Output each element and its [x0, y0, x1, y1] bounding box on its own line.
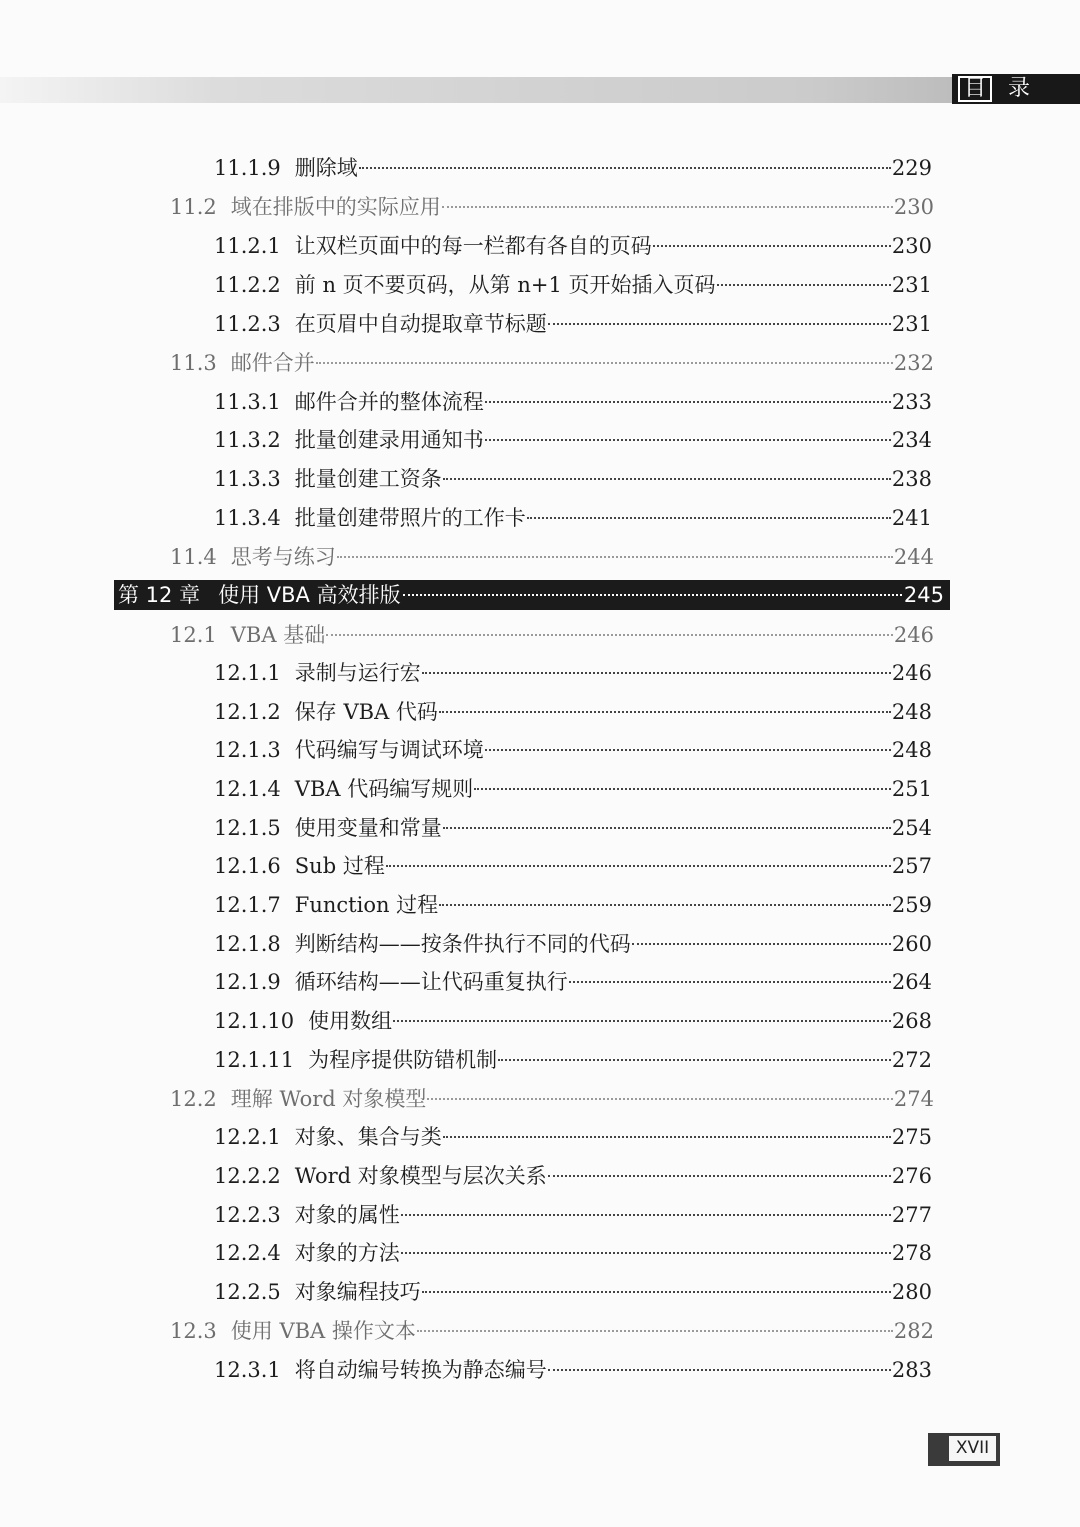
- entry-title: 将自动编号转换为静态编号: [294, 1358, 547, 1382]
- entry-title: Word 对象模型与层次关系: [294, 1164, 547, 1188]
- toc-section[interactable]: [170, 1080, 934, 1118]
- entry-page: 260: [891, 932, 932, 956]
- dot-leader: [443, 827, 891, 829]
- entry-title: 使用变量和常量: [294, 816, 442, 840]
- toc-section[interactable]: [170, 1312, 934, 1350]
- entry-number: 12.1.2: [214, 700, 281, 724]
- entry-page: 230: [893, 195, 934, 219]
- entry-title: 录制与运行宏: [294, 661, 421, 685]
- dot-leader: [326, 634, 893, 636]
- entry-title: 思考与练习: [230, 545, 336, 569]
- entry-title: 理解 Word 对象模型: [230, 1087, 427, 1111]
- toc-entry[interactable]: [214, 886, 932, 924]
- section-header: [952, 74, 1080, 104]
- entry-page: 275: [891, 1125, 932, 1149]
- entry-number: 12.1.9: [214, 970, 281, 994]
- header-band: [0, 77, 1080, 103]
- entry-page: 246: [893, 623, 934, 647]
- toc-entry[interactable]: [214, 731, 932, 769]
- entry-number: 11.3: [170, 351, 217, 375]
- entry-title: 代码编写与调试环境: [294, 738, 484, 762]
- dot-leader: [548, 1369, 891, 1371]
- dot-leader: [386, 865, 891, 867]
- toc-entry[interactable]: [214, 1196, 932, 1234]
- entry-page: 241: [891, 506, 932, 530]
- entry-number: 12.2.2: [214, 1164, 281, 1188]
- entry-title: 对象的属性: [294, 1203, 400, 1227]
- toc-entry[interactable]: [214, 1041, 932, 1079]
- entry-number: 12.1.4: [214, 777, 281, 801]
- entry-page: 251: [891, 777, 932, 801]
- entry-title: 使用 VBA 操作文本: [230, 1319, 416, 1343]
- dot-leader: [443, 478, 891, 480]
- toc-entry[interactable]: [214, 693, 932, 731]
- dot-leader: [653, 245, 891, 247]
- dot-leader: [401, 1252, 891, 1254]
- entry-number: 12.2.1: [214, 1125, 281, 1149]
- entry-number: 11.2.3: [214, 312, 281, 336]
- chapter-title: 使用 VBA 高效排版: [218, 583, 401, 607]
- dot-leader: [316, 362, 893, 364]
- entry-page: 233: [891, 390, 932, 414]
- page-number-box: [928, 1433, 1000, 1466]
- entry-page: 244: [893, 545, 934, 569]
- entry-title: 邮件合并: [230, 351, 315, 375]
- toc-entry[interactable]: [214, 654, 932, 692]
- entry-number: 11.3.2: [214, 428, 281, 452]
- page-number: XVII: [948, 1435, 997, 1462]
- dot-leader: [417, 1330, 893, 1332]
- entry-page: 257: [891, 854, 932, 878]
- entry-page: 259: [891, 893, 932, 917]
- entry-number: 12.1.7: [214, 893, 281, 917]
- entry-title: 让双栏页面中的每一栏都有各自的页码: [294, 234, 652, 258]
- dot-leader: [474, 788, 891, 790]
- dot-leader: [485, 401, 891, 403]
- toc-entry[interactable]: [214, 1351, 932, 1389]
- entry-page: 231: [891, 273, 932, 297]
- toc-entry[interactable]: [214, 1157, 932, 1195]
- entry-number: 11.1.9: [214, 156, 281, 180]
- toc-entry[interactable]: [214, 383, 932, 421]
- entry-title: 邮件合并的整体流程: [294, 390, 484, 414]
- entry-page: 246: [891, 661, 932, 685]
- entry-page: 264: [891, 970, 932, 994]
- entry-page: 276: [891, 1164, 932, 1188]
- entry-page: 232: [893, 351, 934, 375]
- entry-number: 11.4: [170, 545, 217, 569]
- entry-title: 前 n 页不要页码，从第 n+1 页开始插入页码: [294, 273, 716, 297]
- dot-leader: [498, 1059, 891, 1061]
- dot-leader: [427, 1098, 893, 1100]
- entry-number: 12.1.10: [214, 1009, 295, 1033]
- entry-title: 对象的方法: [294, 1241, 400, 1265]
- entry-title: 循环结构——让代码重复执行: [294, 970, 568, 994]
- chapter-page: 245: [903, 583, 944, 607]
- toc-entry[interactable]: [214, 925, 932, 963]
- toc-section[interactable]: [170, 538, 934, 576]
- toc-entry[interactable]: [214, 266, 932, 304]
- entry-number: 12.1.1: [214, 661, 281, 685]
- dot-leader: [548, 1175, 891, 1177]
- toc-entry[interactable]: [214, 460, 932, 498]
- entry-title: 删除域: [294, 156, 358, 180]
- entry-title: 使用数组: [308, 1009, 393, 1033]
- entry-number: 12.1.6: [214, 854, 281, 878]
- entry-number: 12.1: [170, 623, 217, 647]
- entry-page: 283: [891, 1358, 932, 1382]
- entry-number: 12.2.5: [214, 1280, 281, 1304]
- entry-title: VBA 基础: [230, 623, 326, 647]
- entry-title: 为程序提供防错机制: [308, 1048, 498, 1072]
- entry-page: 272: [891, 1048, 932, 1072]
- dot-leader: [485, 439, 891, 441]
- toc-entry[interactable]: [214, 770, 932, 808]
- entry-page: 280: [891, 1280, 932, 1304]
- dot-leader: [443, 1136, 891, 1138]
- dot-leader: [548, 323, 891, 325]
- dot-leader: [439, 711, 891, 713]
- toc-section[interactable]: [170, 616, 934, 654]
- entry-number: 11.2: [170, 195, 217, 219]
- entry-number: 12.1.5: [214, 816, 281, 840]
- entry-number: 11.3.4: [214, 506, 281, 530]
- toc-entry[interactable]: [214, 421, 932, 459]
- entry-page: 234: [891, 428, 932, 452]
- entry-page: 274: [893, 1087, 934, 1111]
- dot-leader: [717, 284, 891, 286]
- toc-entry[interactable]: [214, 1234, 932, 1272]
- entry-title: 批量创建带照片的工作卡: [294, 506, 526, 530]
- entry-number: 12.1.3: [214, 738, 281, 762]
- entry-number: 12.2.3: [214, 1203, 281, 1227]
- entry-title: 批量创建录用通知书: [294, 428, 484, 452]
- entry-number: 11.2.1: [214, 234, 281, 258]
- dot-leader: [422, 1291, 891, 1293]
- entry-number: 12.1.8: [214, 932, 281, 956]
- entry-title: 对象编程技巧: [294, 1280, 421, 1304]
- toc-entry[interactable]: [214, 227, 932, 265]
- entry-number: 12.1.11: [214, 1048, 295, 1072]
- entry-title: 对象、集合与类: [294, 1125, 442, 1149]
- toc-entry[interactable]: [214, 305, 932, 343]
- entry-title: Sub 过程: [294, 854, 385, 878]
- dot-leader: [442, 206, 893, 208]
- toc-entry[interactable]: [214, 499, 932, 537]
- toc-entry[interactable]: [214, 1273, 932, 1311]
- entry-number: 12.2: [170, 1087, 217, 1111]
- toc-section[interactable]: [170, 188, 934, 226]
- entry-page: 248: [891, 738, 932, 762]
- toc-entry[interactable]: [214, 963, 932, 1001]
- entry-title: 域在排版中的实际应用: [230, 195, 441, 219]
- dot-leader: [359, 167, 891, 169]
- dot-leader: [337, 556, 893, 558]
- dot-leader: [527, 517, 891, 519]
- toc-section[interactable]: [170, 344, 934, 382]
- entry-page: 254: [891, 816, 932, 840]
- entry-page: 238: [891, 467, 932, 491]
- section-header-char: 录: [1008, 76, 1031, 101]
- toc-entry[interactable]: [214, 1002, 932, 1040]
- entry-number: 12.3: [170, 1319, 217, 1343]
- entry-page: 282: [893, 1319, 934, 1343]
- dot-leader: [403, 594, 902, 596]
- entry-title: 保存 VBA 代码: [294, 700, 438, 724]
- toc-entry[interactable]: [214, 149, 932, 187]
- dot-leader: [632, 943, 891, 945]
- entry-title: 批量创建工资条: [294, 467, 442, 491]
- dot-leader: [485, 749, 891, 751]
- entry-title: VBA 代码编写规则: [294, 777, 474, 801]
- toc-entry[interactable]: [214, 809, 932, 847]
- chapter-number: 第 12 章: [118, 583, 201, 607]
- dot-leader: [401, 1214, 891, 1216]
- entry-title: Function 过程: [294, 893, 439, 917]
- entry-page: 229: [891, 156, 932, 180]
- dot-leader: [422, 672, 891, 674]
- chapter-heading[interactable]: [114, 580, 950, 610]
- entry-number: 12.3.1: [214, 1358, 281, 1382]
- entry-page: 248: [891, 700, 932, 724]
- entry-number: 11.3.1: [214, 390, 281, 414]
- entry-title: 在页眉中自动提取章节标题: [294, 312, 547, 336]
- entry-page: 231: [891, 312, 932, 336]
- section-header-boxed-char: 目: [958, 76, 992, 102]
- dot-leader: [439, 904, 891, 906]
- entry-number: 11.2.2: [214, 273, 281, 297]
- entry-title: 判断结构——按条件执行不同的代码: [294, 932, 631, 956]
- dot-leader: [393, 1020, 891, 1022]
- dot-leader: [569, 981, 891, 983]
- entry-number: 12.2.4: [214, 1241, 281, 1265]
- entry-page: 277: [891, 1203, 932, 1227]
- entry-page: 230: [891, 234, 932, 258]
- entry-page: 268: [891, 1009, 932, 1033]
- toc-entry[interactable]: [214, 847, 932, 885]
- entry-page: 278: [891, 1241, 932, 1265]
- entry-number: 11.3.3: [214, 467, 281, 491]
- toc-entry[interactable]: [214, 1118, 932, 1156]
